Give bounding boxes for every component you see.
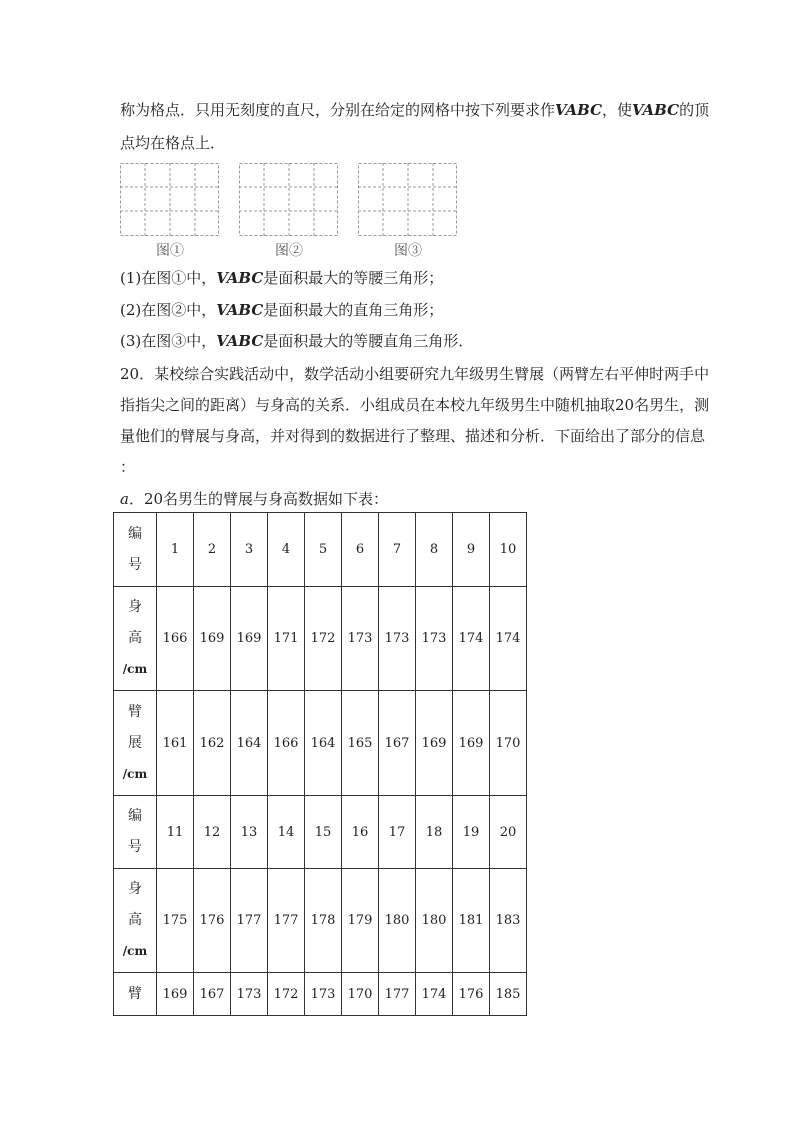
table-cell: 4 <box>268 513 305 587</box>
table-cell: 178 <box>305 869 342 973</box>
q20-sub-a <box>120 489 680 509</box>
label-char: 身 <box>128 881 142 897</box>
table-cell: 9 <box>453 513 490 587</box>
table-cell: 13 <box>231 796 268 869</box>
triangle-symbol: VABC <box>216 301 264 319</box>
table-cell: 174 <box>490 587 527 691</box>
table-cell: 16 <box>342 796 379 869</box>
task-suffix: 是面积最大的直角三角形； <box>263 301 444 319</box>
table-cell: 8 <box>416 513 453 587</box>
table-cell: 183 <box>490 869 527 973</box>
row-label-id <box>114 796 157 869</box>
table-cell: 179 <box>342 869 379 973</box>
table-cell: 165 <box>342 691 379 796</box>
table-cell: 164 <box>231 691 268 796</box>
task-2 <box>120 300 680 320</box>
table-cell: 169 <box>453 691 490 796</box>
table-cell: 174 <box>453 587 490 691</box>
label-unit: /cm <box>122 944 148 958</box>
row-label-id <box>114 513 157 587</box>
table-cell: 10 <box>490 513 527 587</box>
table-cell: 7 <box>379 513 416 587</box>
intro-text: ，使 <box>602 101 633 119</box>
label-unit: /cm <box>122 662 148 676</box>
table-cell: 17 <box>379 796 416 869</box>
table-cell: 173 <box>342 587 379 691</box>
label-char: 号 <box>128 556 142 573</box>
table-cell: 176 <box>453 973 490 1016</box>
table-cell: 172 <box>305 587 342 691</box>
intro-text: 称为格点．只用无刻度的直尺，分别在给定的网格中按下列要求作 <box>120 101 556 119</box>
row-label-span <box>114 691 157 796</box>
q20-line-2: 指指尖之间的距离）与身高的关系．小组成员在本校九年级男生中随机抽取20名男生，测 <box>120 396 710 414</box>
table-cell: 18 <box>416 796 453 869</box>
table-row <box>114 513 527 587</box>
table-cell: 175 <box>157 869 194 973</box>
label-char: 编 <box>128 808 142 824</box>
grid-figure-2 <box>239 163 339 237</box>
label-char: 编 <box>128 525 142 542</box>
q20-line-3: 量他们的臂展与身高，并对得到的数据进行了整理、描述和分析．下面给出了部分的信息 <box>120 427 706 445</box>
label-char: 号 <box>128 839 142 855</box>
table-row <box>114 869 527 973</box>
task-prefix: (1)在图①中， <box>120 269 217 287</box>
intro-line-2: 点均在格点上． <box>120 134 226 152</box>
grid-figure-3 <box>358 163 458 237</box>
table-row <box>114 691 527 796</box>
table-cell: 180 <box>379 869 416 973</box>
task-prefix: (2)在图②中， <box>120 301 217 319</box>
grid-diagram <box>120 163 220 237</box>
triangle-symbol: VABC <box>555 101 603 119</box>
row-label-span-partial <box>114 973 157 1016</box>
grid-figure-1 <box>120 163 220 237</box>
table-cell: 173 <box>305 973 342 1016</box>
table-cell: 5 <box>305 513 342 587</box>
table-cell: 170 <box>342 973 379 1016</box>
table-cell: 167 <box>379 691 416 796</box>
table-cell: 11 <box>157 796 194 869</box>
table-cell: 185 <box>490 973 527 1016</box>
grid-label-2: 图② <box>275 243 303 259</box>
label-char: 臂 <box>128 703 142 720</box>
q20-line-4: ： <box>120 458 136 476</box>
table-cell: 169 <box>231 587 268 691</box>
triangle-symbol: VABC <box>216 332 264 350</box>
table-cell: 164 <box>305 691 342 796</box>
triangle-symbol: VABC <box>216 269 264 287</box>
task-1 <box>120 268 680 288</box>
intro-line-1 <box>120 100 710 120</box>
q20-line-1: 20．某校综合实践活动中，数学活动小组要研究九年级男生臂展（两臂左右平伸时两手中 <box>120 365 710 383</box>
task-prefix: (3)在图③中， <box>120 332 217 350</box>
table-cell: 172 <box>268 973 305 1016</box>
sub-a-letter: a <box>120 490 129 508</box>
table-cell: 181 <box>453 869 490 973</box>
table-cell: 162 <box>194 691 231 796</box>
label-char: 展 <box>128 734 142 751</box>
table-cell: 166 <box>268 691 305 796</box>
row-label-height <box>114 587 157 691</box>
table-cell: 171 <box>268 587 305 691</box>
table-cell: 166 <box>157 587 194 691</box>
table-row <box>114 973 527 1016</box>
data-table <box>113 512 527 1016</box>
label-char: 身 <box>128 599 142 615</box>
table-cell: 173 <box>231 973 268 1016</box>
row-label-height <box>114 869 157 973</box>
table-cell: 161 <box>157 691 194 796</box>
label-char: 高 <box>128 912 142 928</box>
table-cell: 6 <box>342 513 379 587</box>
table-cell: 176 <box>194 869 231 973</box>
table-cell: 1 <box>157 513 194 587</box>
table-cell: 12 <box>194 796 231 869</box>
table-cell: 169 <box>416 691 453 796</box>
intro-text: 的顶 <box>679 101 710 119</box>
table-cell: 2 <box>194 513 231 587</box>
table-cell: 15 <box>305 796 342 869</box>
table-cell: 180 <box>416 869 453 973</box>
table-row <box>114 796 527 869</box>
grid-diagram <box>239 163 339 237</box>
grid-diagram <box>358 163 458 237</box>
sub-a-text: ．20名男生的臂展与身高数据如下表： <box>128 490 389 508</box>
grid-label-3: 图③ <box>394 243 422 259</box>
task-3 <box>120 331 680 351</box>
table-cell: 19 <box>453 796 490 869</box>
table-cell: 167 <box>194 973 231 1016</box>
table-cell: 173 <box>416 587 453 691</box>
table-cell: 177 <box>379 973 416 1016</box>
table-row <box>114 587 527 691</box>
table-cell: 20 <box>490 796 527 869</box>
label-unit: /cm <box>122 766 148 781</box>
table-cell: 169 <box>194 587 231 691</box>
grid-label-1: 图① <box>156 243 184 259</box>
table-cell: 169 <box>157 973 194 1016</box>
table-cell: 173 <box>379 587 416 691</box>
triangle-symbol: VABC <box>632 101 680 119</box>
label-char: 臂 <box>128 985 142 1002</box>
task-suffix: 是面积最大的等腰直角三角形． <box>263 332 474 350</box>
task-suffix: 是面积最大的等腰三角形； <box>263 269 444 287</box>
table-cell: 170 <box>490 691 527 796</box>
table-cell: 177 <box>268 869 305 973</box>
table-cell: 174 <box>416 973 453 1016</box>
label-char: 高 <box>128 630 142 646</box>
table-cell: 177 <box>231 869 268 973</box>
table-cell: 14 <box>268 796 305 869</box>
table-cell: 3 <box>231 513 268 587</box>
